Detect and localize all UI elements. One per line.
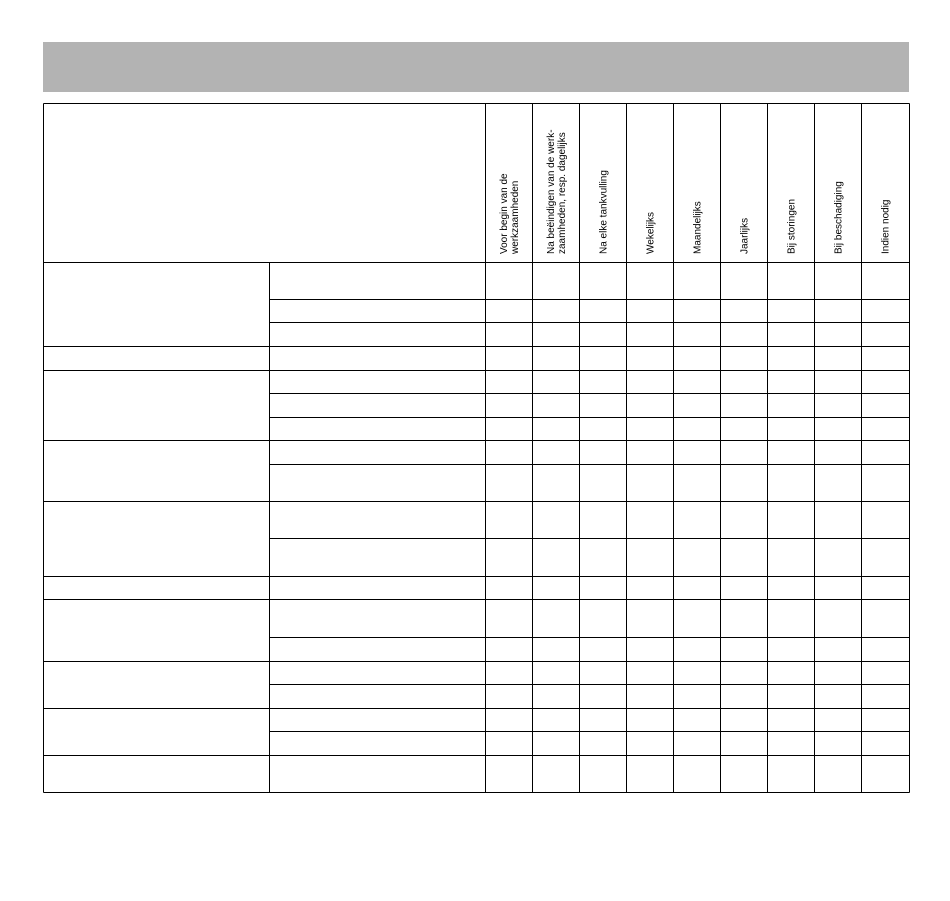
item-label xyxy=(273,466,481,499)
column-header-3-line-1: Na elke tankvulling xyxy=(598,170,610,254)
item-label xyxy=(273,733,481,753)
column-header-5-line-1: Maandelijks xyxy=(692,201,704,254)
item-label xyxy=(273,663,481,682)
item-label xyxy=(273,301,481,320)
item-label xyxy=(273,372,481,391)
item-label xyxy=(273,686,481,706)
column-header-6-line-1: Jaarlijks xyxy=(739,217,751,254)
group-label xyxy=(47,710,265,753)
item-label xyxy=(273,578,481,597)
item-label xyxy=(273,639,481,659)
item-label xyxy=(273,442,481,462)
column-header-8-line-1: Bij beschadiging xyxy=(833,181,845,254)
item-label xyxy=(273,601,481,635)
group-label xyxy=(47,264,265,344)
column-header-1-line-2: werkzaamheden xyxy=(510,180,521,254)
column-header-1-line-1: Voor begin van de xyxy=(499,173,510,254)
item-label xyxy=(273,395,481,415)
item-label xyxy=(273,710,481,729)
item-label xyxy=(273,540,481,574)
column-header-7-line-1: Bij storingen xyxy=(786,198,798,254)
column-header-9-line-1: Indien nodig xyxy=(880,199,892,254)
group-label xyxy=(47,578,265,597)
item-label xyxy=(273,503,481,536)
item-label xyxy=(273,348,481,368)
group-label xyxy=(47,348,265,368)
group-label xyxy=(47,372,265,438)
column-header-2-line-2: zaamheden, resp. dagelijks xyxy=(557,132,568,254)
group-label xyxy=(47,442,265,499)
group-label xyxy=(47,601,265,659)
group-label xyxy=(47,503,265,574)
item-label xyxy=(273,264,481,297)
column-header-4-line-1: Wekelijks xyxy=(645,211,657,254)
column-header-2-line-1: Na beëindigen van de werk- xyxy=(546,129,557,254)
group-label xyxy=(47,663,265,706)
item-label xyxy=(273,324,481,344)
item-label xyxy=(273,419,481,438)
group-label xyxy=(47,757,265,790)
item-label xyxy=(273,757,481,790)
